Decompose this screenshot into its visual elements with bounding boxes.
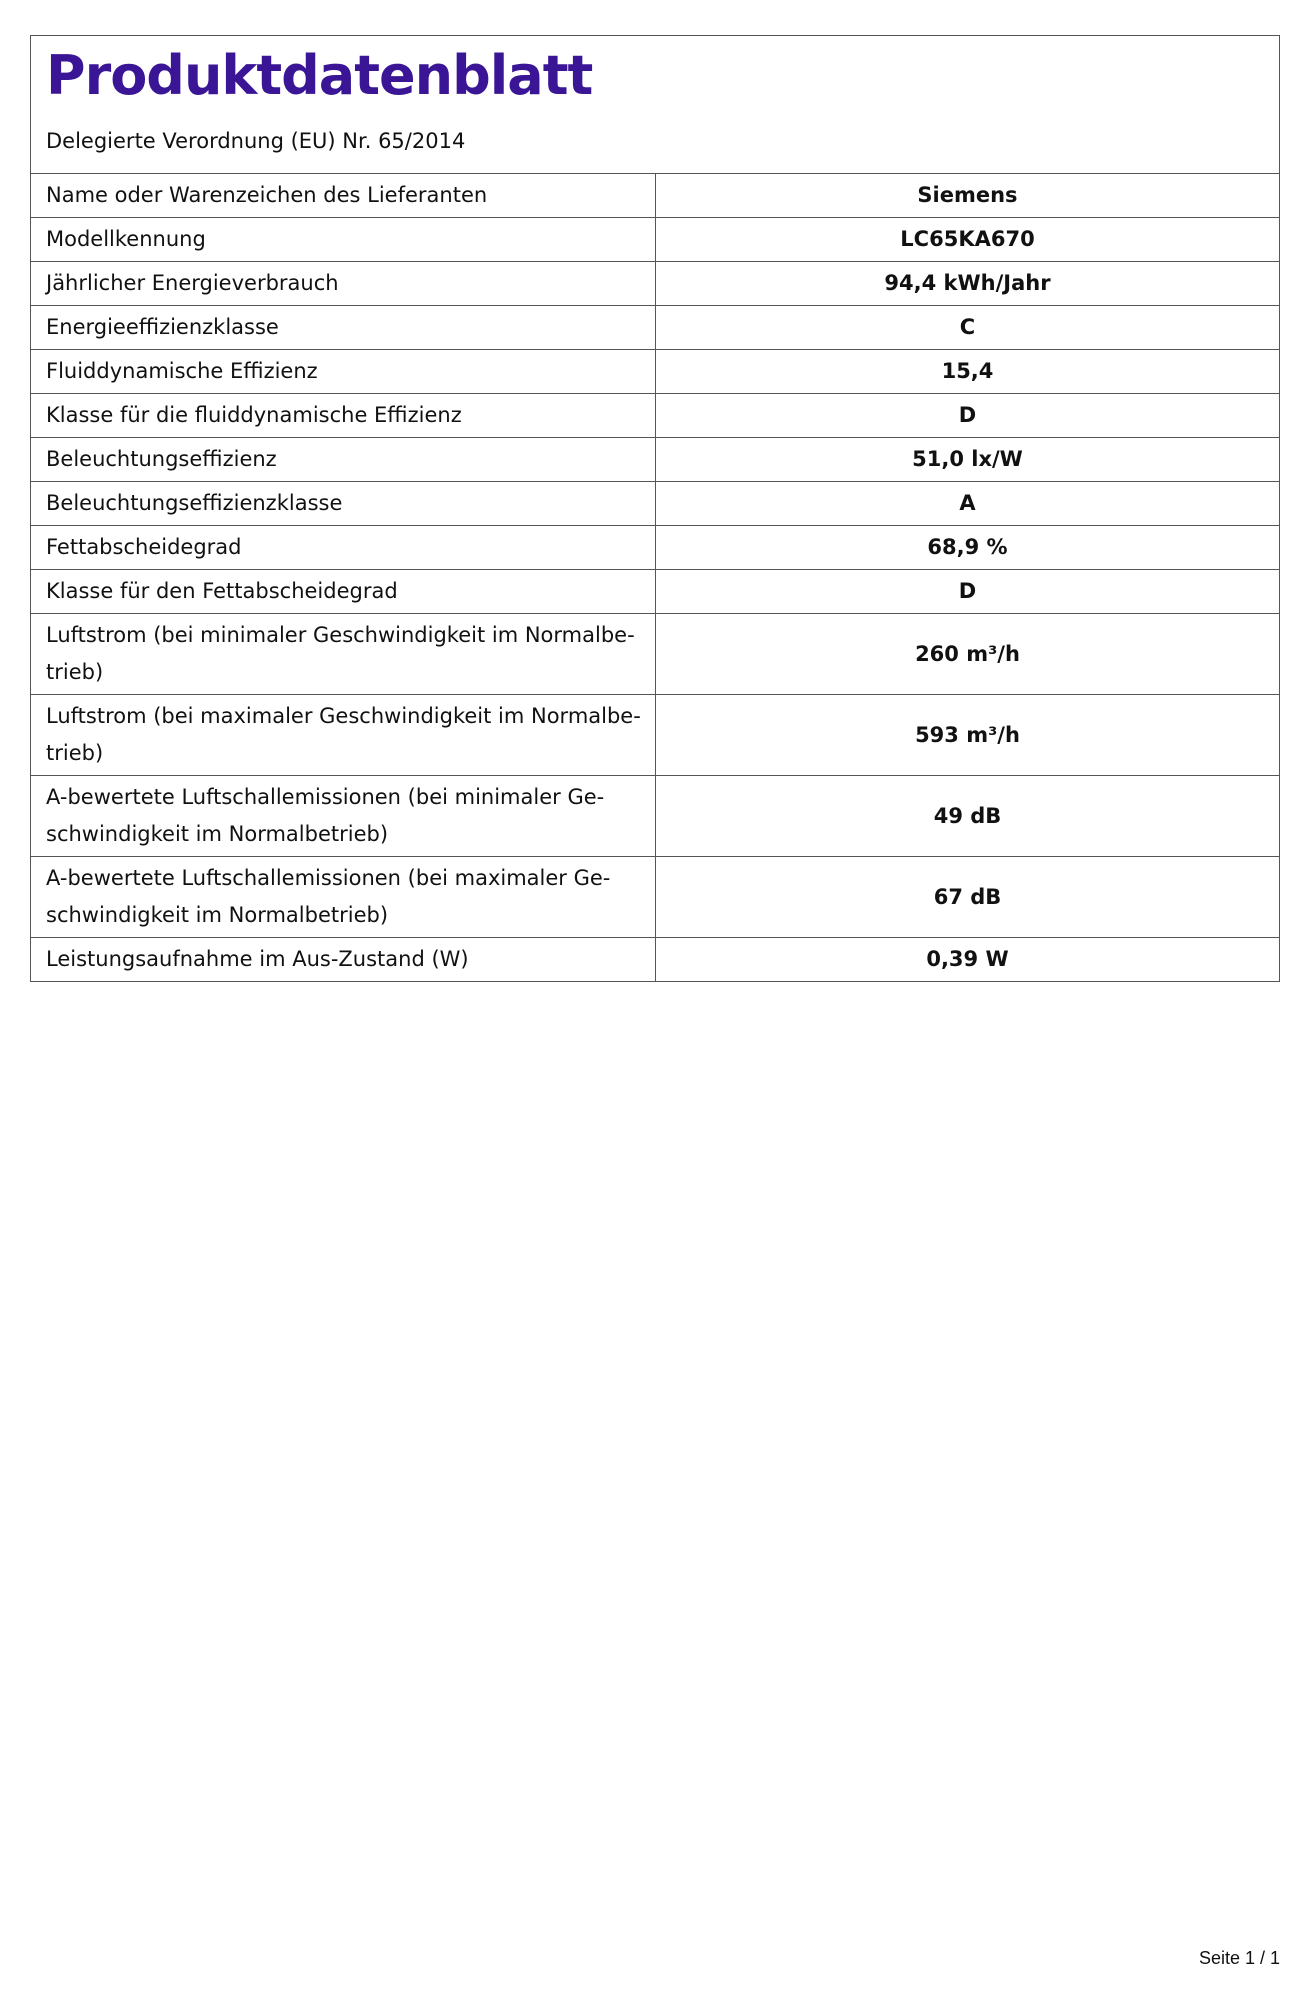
table-row xyxy=(31,695,1279,776)
table-row xyxy=(31,570,1279,614)
row-value: A xyxy=(656,482,1280,526)
row-value: D xyxy=(656,394,1280,438)
table-row xyxy=(31,776,1279,857)
table-row xyxy=(31,218,1279,262)
row-label: Modellkennung xyxy=(31,218,656,262)
row-label: A-bewertete Luftschallemissionen (bei maximaler Ge-schwindigkeit im Normalbetrieb) xyxy=(31,857,656,938)
row-value: 51,0 lx/W xyxy=(656,438,1280,482)
table-row xyxy=(31,857,1279,938)
row-label: Klasse für die fluiddynamische Effizienz xyxy=(31,394,656,438)
product-data-sheet xyxy=(30,35,1280,982)
row-label: Energieeffizienzklasse xyxy=(31,306,656,350)
row-label: Luftstrom (bei maximaler Geschwindigkeit im Normalbe-trieb) xyxy=(31,695,656,776)
table-row xyxy=(31,174,1279,218)
row-value: LC65KA670 xyxy=(656,218,1280,262)
row-label: Beleuchtungseffizienzklasse xyxy=(31,482,656,526)
row-value: 68,9 % xyxy=(656,526,1280,570)
table-row xyxy=(31,614,1279,695)
table-row xyxy=(31,938,1279,982)
row-value: 0,39 W xyxy=(656,938,1280,982)
row-label: Beleuchtungseffizienz xyxy=(31,438,656,482)
row-label: Luftstrom (bei minimaler Geschwindigkeit im Normalbe-trieb) xyxy=(31,614,656,695)
regulation-subtitle: Delegierte Verordnung (EU) Nr. 65/2014 xyxy=(46,129,466,153)
table-row xyxy=(31,350,1279,394)
row-value: 15,4 xyxy=(656,350,1280,394)
table-row xyxy=(31,482,1279,526)
row-label: Name oder Warenzeichen des Lieferanten xyxy=(31,174,656,218)
row-label: A-bewertete Luftschallemissionen (bei minimaler Ge-schwindigkeit im Normalbetrieb) xyxy=(31,776,656,857)
table-row xyxy=(31,306,1279,350)
row-label: Fettabscheidegrad xyxy=(31,526,656,570)
row-value: Siemens xyxy=(917,183,1018,207)
row-label: Fluiddynamische Effizienz xyxy=(31,350,656,394)
row-label: Klasse für den Fettabscheidegrad xyxy=(31,570,656,614)
table-row xyxy=(31,262,1279,306)
row-value: C xyxy=(656,306,1280,350)
sheet-header xyxy=(31,36,1279,174)
row-value: D xyxy=(656,570,1280,614)
row-value: 260 m³/h xyxy=(656,614,1280,695)
row-value: 49 dB xyxy=(656,776,1280,857)
specification-table xyxy=(31,174,1279,981)
table-row xyxy=(31,394,1279,438)
row-value: 94,4 kWh/Jahr xyxy=(656,262,1280,306)
row-value: 593 m³/h xyxy=(656,695,1280,776)
row-label: Jährlicher Energieverbrauch xyxy=(31,262,656,306)
table-row xyxy=(31,438,1279,482)
row-label: Leistungsaufnahme im Aus-Zustand (W) xyxy=(31,938,656,982)
page-title: Produktdatenblatt xyxy=(46,44,593,107)
page-number: Seite 1 / 1 xyxy=(1198,1948,1280,1968)
row-value: 67 dB xyxy=(656,857,1280,938)
table-row xyxy=(31,526,1279,570)
